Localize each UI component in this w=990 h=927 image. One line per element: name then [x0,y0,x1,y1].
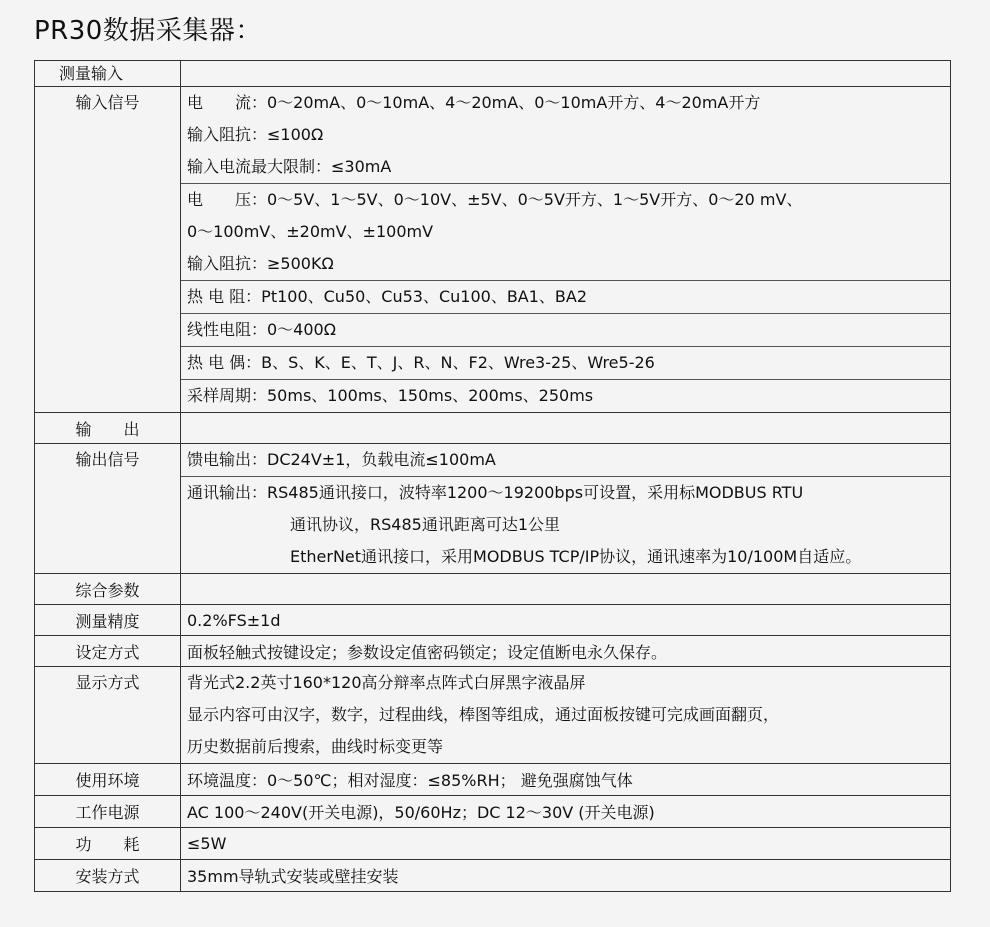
table-row [35,860,951,892]
row-label: 测量精度 [35,605,181,636]
row-label: 功 耗 [35,828,181,860]
table-row [35,87,951,413]
row-value [181,444,951,574]
list-item: 馈电输出：DC24V±1，负载电流≤100mA [187,450,496,469]
list-item: 输入阻抗：≤100Ω [187,125,324,144]
row-value [181,87,951,413]
list-item: 0～100mV、±20mV、±100mV [187,222,434,241]
row-value [181,667,951,764]
list-item: 输入阻抗：≥500KΩ [187,254,334,273]
list-item: 电 流：0～20mA、0～10mA、4～20mA、0～10mA开方、4～20mA开方 [187,93,761,112]
row-value: 0.2%FS±1d [181,605,951,636]
list-item: EtherNet通讯接口，采用MODBUS TCP/IP协议，通讯速率为10/100M自适应。 [290,547,862,566]
row-label: 输入信号 [35,87,181,413]
row-label: 设定方式 [35,636,181,667]
row-label: 安装方式 [35,860,181,892]
list-item: 热 电 阻：Pt100、Cu50、Cu53、Cu100、BA1、BA2 [187,287,588,306]
row-label: 综合参数 [35,574,181,605]
list-item: 历史数据前后搜索，曲线时标变更等 [187,737,444,756]
row-label: 输出信号 [35,444,181,574]
page-title: PR30数据采集器： [34,16,262,46]
row-value: AC 100～240V(开关电源)，50/60Hz；DC 12～30V (开关电源) [181,796,951,828]
row-label: 工作电源 [35,796,181,828]
row-value [181,413,951,444]
row-value [181,574,951,605]
row-value [181,61,951,87]
row-value: ≤5W [181,828,951,860]
list-item: 线性电阻：0～400Ω [187,320,336,339]
table-row [35,61,951,87]
row-value: 环境温度：0～50℃；相对湿度：≤85%RH； 避免强腐蚀气体 [181,764,951,796]
table-row [35,444,951,574]
table-row [35,636,951,667]
table-row [35,828,951,860]
row-label: 显示方式 [35,667,181,764]
row-value: 35mm导轨式安装或壁挂安装 [181,860,951,892]
table-row [35,413,951,444]
row-label: 使用环境 [35,764,181,796]
table-row [35,574,951,605]
list-item: 电 压：0～5V、1～5V、0～10V、±5V、0～5V开方、1～5V开方、0～20 mV、 [187,190,803,209]
row-label: 测量输入 [35,61,181,87]
table-row [35,605,951,636]
list-item: 通讯协议，RS485通讯距离可达1公里 [290,515,560,534]
list-item: 背光式2.2英寸160*120高分辩率点阵式白屏黑字液晶屏 [187,673,586,692]
list-item: 显示内容可由汉字，数字，过程曲线，棒图等组成，通过面板按键可完成画面翻页， [187,705,780,724]
list-item: 输入电流最大限制：≤30mA [187,157,392,176]
list-item: 通讯输出：RS485通讯接口，波特率1200～19200bps可设置，采用标MODBUS RTU [187,483,804,502]
list-item: 热 电 偶：B、S、K、E、T、J、R、N、F2、Wre3-25、Wre5-26 [187,353,655,372]
table-row [35,796,951,828]
row-value: 面板轻触式按键设定；参数设定值密码锁定；设定值断电永久保存。 [181,636,951,667]
table-row [35,667,951,764]
row-label: 输 出 [35,413,181,444]
spec-table [34,60,951,892]
list-item: 采样周期：50ms、100ms、150ms、200ms、250ms [187,386,594,405]
table-row [35,764,951,796]
